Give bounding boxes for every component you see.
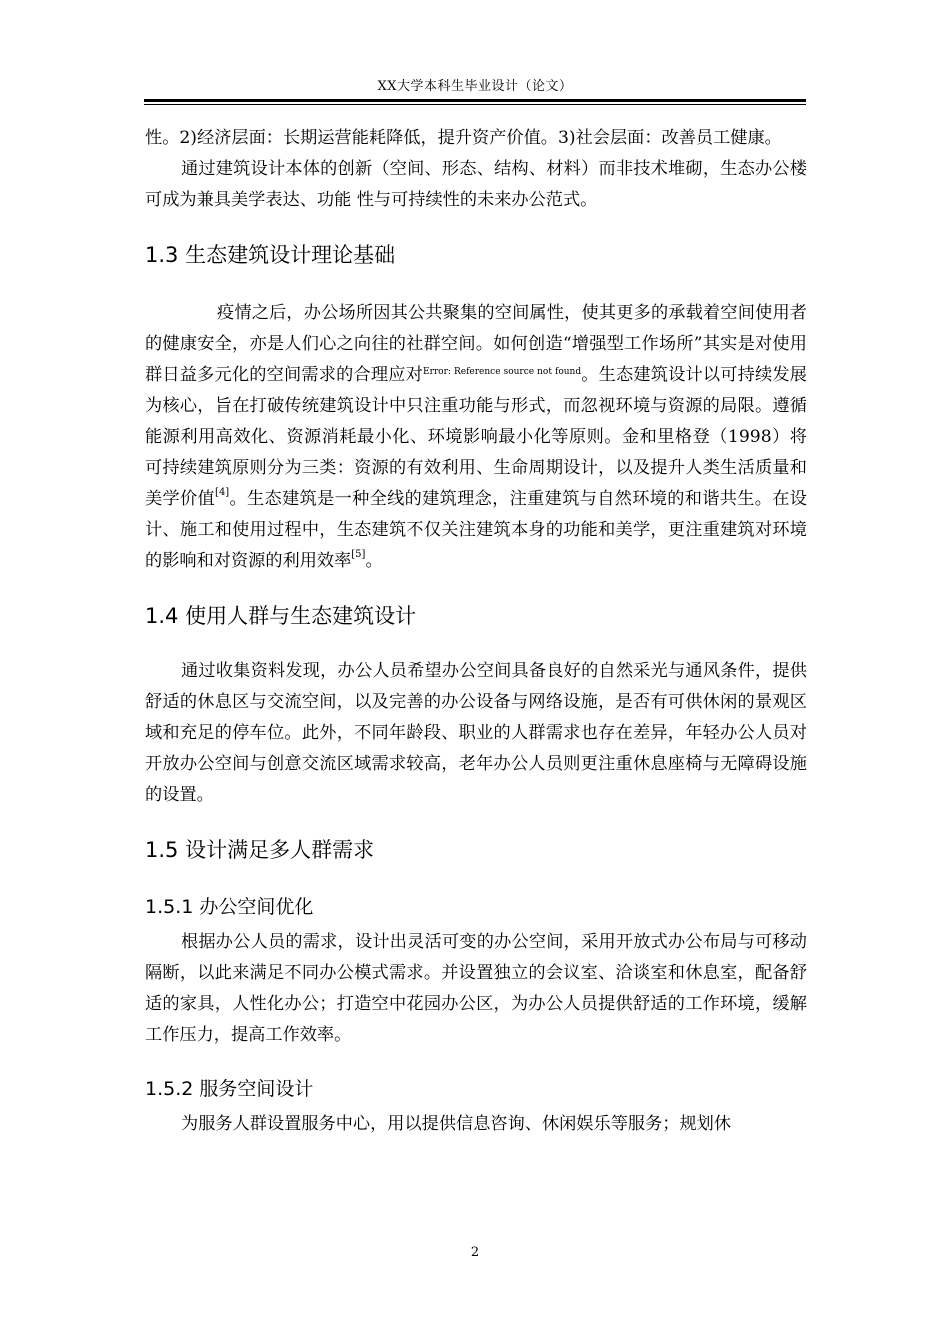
paragraph-1-5-2: 为服务人群设置服务中心，用以提供信息咨询、休闲娱乐等服务；规划休	[181, 1114, 732, 1134]
paragraph-1-3-part2: 。生态建筑设计以可持续发展为核心，旨在打破传统建筑设计中只注重功能与形式，而忽视环境与资源的局限。遵循能源利用高效化、资源消耗最小化、环境影响最小化等原则。金和里格登（1998）将可持续建筑原则分为三类：资源的有效利用、生命周期设计，以及提升人类生活质量和美学价值	[145, 365, 807, 509]
paragraph-1-3-part1: 疫情之后，办公场所因其公共聚集的空间属性，使其更多的承载着空间使用者的健康安全，亦是人们心之向往的社群空间。如何创造“增强型工作场所”其实是对使用群日益多元化的空间需求的合理应对	[145, 303, 807, 385]
section-heading-1-4: 1.4 使用人群与生态建筑设计	[145, 604, 417, 628]
paragraph-summary: 通过建筑设计本体的创新（空间、形态、结构、材料）而非技术堆砌，生态办公楼可成为兼具美学表达、功能 性与可持续性的未来办公范式。	[145, 159, 807, 210]
page-number: 2	[470, 1245, 480, 1260]
page-header-title: XX大学本科生毕业设计（论文）	[377, 79, 573, 94]
paragraph-1-3-part4: 。	[365, 551, 383, 571]
header-rule-thick	[144, 99, 806, 102]
reference-error-note: Error: Reference source not found	[423, 367, 582, 378]
citation-4: [4]	[215, 487, 230, 499]
subsection-heading-1-5-1: 1.5.1 办公空间优化	[145, 896, 314, 918]
section-heading-1-5: 1.5 设计满足多人群需求	[145, 838, 375, 862]
subsection-heading-1-5-2: 1.5.2 服务空间设计	[145, 1078, 314, 1100]
header-rule-thin	[144, 104, 806, 105]
section-heading-1-3: 1.3 生态建筑设计理论基础	[145, 243, 396, 267]
paragraph-1-5-1: 根据办公人员的需求，设计出灵活可变的办公空间，采用开放式办公布局与可移动隔断，以此来满足不同办公模式需求。并设置独立的会议室、洽谈室和休息室，配备舒适的家具，人性化办公；打造空中花园办公区，为办公人员提供舒适的工作环境，缓解工作压力，提高工作效率。	[145, 932, 807, 1045]
page-body	[145, 123, 807, 1140]
paragraph-1-3	[145, 298, 807, 577]
paragraph-continued: 性。2)经济层面：长期运营能耗降低，提升资产价值。3)社会层面：改善员工健康。	[145, 128, 782, 148]
citation-5: [5]	[351, 549, 366, 561]
paragraph-1-4: 通过收集资料发现，办公人员希望办公空间具备良好的自然采光与通风条件，提供舒适的休息区与交流空间，以及完善的办公设备与网络设施，是否有可供休闲的景观区域和充足的停车位。此外，不同年龄段、职业的人群需求也存在差异，年轻办公人员对开放办公空间与创意交流区域需求较高，老年办公人员则更注重休息座椅与无障碍设施的设置。	[145, 661, 807, 805]
paragraph-1-3-part3: 。生态建筑是一种全线的建筑理念，注重建筑与自然环境的和谐共生。在设计、施工和使用过程中，生态建筑不仅关注建筑本身的功能和美学，更注重建筑对环境的影响和对资源的利用效率	[145, 489, 807, 571]
